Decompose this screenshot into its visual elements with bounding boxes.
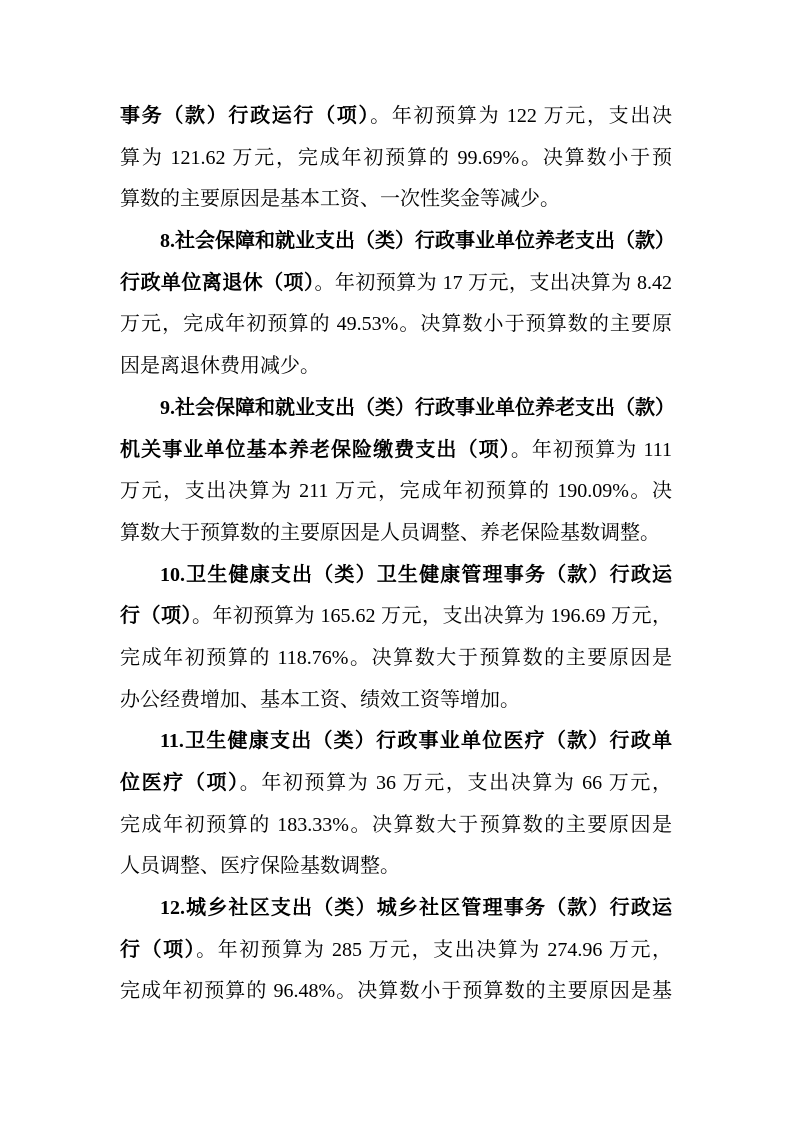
text-line xyxy=(120,388,675,430)
paragraph-item-administrative-operation xyxy=(120,96,672,221)
document-body xyxy=(120,96,675,1013)
text-line xyxy=(120,138,672,180)
text-line xyxy=(120,179,672,221)
item-body-text: 完成年初预算的 183.33%。决算数大于预算数的主要原因是 xyxy=(120,813,672,836)
item-body-text: 算为 121.62 万元，完成年初预算的 99.69%。决算数小于预 xyxy=(120,146,672,169)
item-body-text: 算数大于预算数的主要原因是人员调整、养老保险基数调整。 xyxy=(120,521,660,544)
text-line xyxy=(120,638,672,680)
text-line xyxy=(120,596,672,638)
item-heading-text: 12.城乡社区支出（类）城乡社区管理事务（款）行政运 xyxy=(160,897,672,920)
item-heading-text: 10.卫生健康支出（类）卫生健康管理事务（款）行政运 xyxy=(160,563,672,586)
paragraph-item-10 xyxy=(120,555,672,722)
item-body-text: 因是离退休费用减少。 xyxy=(120,355,320,378)
text-line xyxy=(120,471,672,513)
text-line xyxy=(120,846,672,888)
item-body-text: 。年初预算为 36 万元，支出决算为 66 万元， xyxy=(239,772,673,794)
item-heading-text: 8.社会保障和就业支出（类）行政事业单位养老支出（款） xyxy=(160,230,675,253)
text-line xyxy=(120,346,672,388)
item-body-text: 万元，完成年初预算的 49.53%。决算数小于预算数的主要原 xyxy=(120,313,672,336)
item-body-text: 。年初预算为 111 xyxy=(510,438,673,461)
text-line xyxy=(120,221,675,263)
item-body-text: 万元，支出决算为 211 万元，完成年初预算的 190.09%。决 xyxy=(120,480,672,503)
text-line xyxy=(120,304,672,346)
text-line xyxy=(120,721,672,763)
item-heading-text: 行（项） xyxy=(120,938,197,961)
item-body-text: 。年初预算为 285 万元，支出决算为 274.96 万元， xyxy=(196,938,673,961)
text-line xyxy=(120,930,672,972)
item-body-text: 完成年初预算的 118.76%。决算数大于预算数的主要原因是 xyxy=(120,646,672,669)
paragraph-item-11 xyxy=(120,721,672,888)
item-body-text: 办公经费增加、基本工资、绩效工资等增加。 xyxy=(120,688,520,711)
text-line xyxy=(120,96,672,138)
item-heading-text: 行（项） xyxy=(120,605,192,628)
item-body-text: 人员调整、医疗保险基数调整。 xyxy=(120,855,400,878)
text-line xyxy=(120,263,672,305)
item-heading-text: 11.卫生健康支出（类）行政事业单位医疗（款）行政单 xyxy=(160,730,672,753)
item-heading-text: 9.社会保障和就业支出（类）行政事业单位养老支出（款） xyxy=(160,396,675,419)
item-heading-text: 机关事业单位基本养老保险缴费支出（项） xyxy=(120,438,511,461)
paragraph-item-12 xyxy=(120,888,672,1013)
item-body-text: 。年初预算为 122 万元，支出决 xyxy=(370,105,673,127)
text-line xyxy=(120,763,672,805)
item-body-text: 完成年初预算的 96.48%。决算数小于预算数的主要原因是基 xyxy=(120,980,672,1003)
item-body-text: 。年初预算为 17 万元，支出决算为 8.42 xyxy=(314,271,673,294)
text-line xyxy=(120,430,672,472)
item-heading-text: 行政单位离退休（项） xyxy=(120,271,315,294)
item-heading-text: 事务（款）行政运行（项） xyxy=(120,105,371,127)
text-line xyxy=(120,680,672,722)
paragraph-item-8 xyxy=(120,221,675,388)
paragraph-item-9 xyxy=(120,388,675,555)
item-body-text: 。年初预算为 165.62 万元，支出决算为 196.69 万元， xyxy=(192,605,672,628)
text-line xyxy=(120,555,672,597)
text-line xyxy=(120,971,672,1013)
text-line xyxy=(120,888,672,930)
text-line xyxy=(120,513,672,555)
text-line xyxy=(120,805,672,847)
item-heading-text: 位医疗（项） xyxy=(120,772,240,794)
item-body-text: 算数的主要原因是基本工资、一次性奖金等减少。 xyxy=(120,188,560,211)
